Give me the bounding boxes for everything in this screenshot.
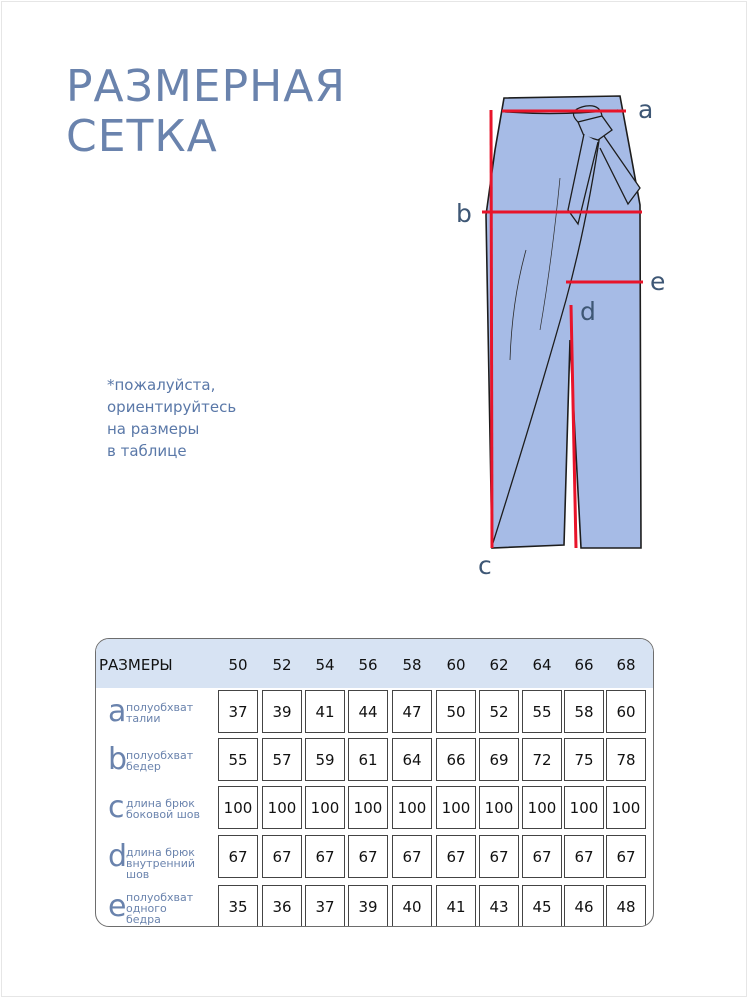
table-cell: 55 — [522, 690, 562, 733]
table-cell: 67 — [522, 835, 562, 878]
table-cell: 48 — [606, 885, 646, 927]
table-cell: 100 — [436, 786, 476, 829]
table-cell: 61 — [348, 738, 388, 781]
measure-label-e: e — [650, 267, 666, 296]
row-description-line: длина брюк — [126, 797, 195, 810]
row-description-line: талии — [126, 712, 161, 725]
table-cell: 35 — [218, 885, 258, 927]
size-header-68: 68 — [616, 656, 636, 674]
row-description-line: боковой шов — [126, 808, 201, 821]
table-cell: 67 — [218, 835, 258, 878]
row-letter: e — [108, 889, 127, 924]
table-cell: 44 — [348, 690, 388, 733]
table-cell: 69 — [479, 738, 519, 781]
note-line-1: *пожалуйста, — [107, 376, 216, 394]
measure-label-c: c — [478, 551, 492, 580]
measure-line-c — [491, 110, 492, 548]
table-cell: 67 — [348, 835, 388, 878]
table-cell: 55 — [218, 738, 258, 781]
size-header-60: 60 — [446, 656, 466, 674]
table-cell: 45 — [522, 885, 562, 927]
row-letter: b — [108, 742, 128, 777]
size-table — [95, 638, 654, 927]
table-cell: 60 — [606, 690, 646, 733]
row-label-b — [96, 737, 216, 785]
row-description-line: внутренний шов — [126, 857, 196, 881]
table-cell: 100 — [606, 786, 646, 829]
table-cell: 64 — [392, 738, 432, 781]
measure-label-d: d — [580, 297, 596, 326]
table-cell: 39 — [262, 690, 302, 733]
table-cell: 59 — [305, 738, 345, 781]
table-cell: 40 — [392, 885, 432, 927]
table-cell: 67 — [436, 835, 476, 878]
table-cell: 72 — [522, 738, 562, 781]
size-header-50: 50 — [228, 656, 248, 674]
table-cell: 50 — [436, 690, 476, 733]
table-cell: 78 — [606, 738, 646, 781]
table-cell: 67 — [305, 835, 345, 878]
page-title — [66, 62, 346, 162]
table-cell: 67 — [564, 835, 604, 878]
table-header — [96, 639, 653, 688]
table-cell: 100 — [262, 786, 302, 829]
note-line-2: ориентируйтесь — [107, 398, 237, 416]
table-cell: 43 — [479, 885, 519, 927]
table-cell: 100 — [218, 786, 258, 829]
table-cell: 100 — [479, 786, 519, 829]
title-line-2: СЕТКА — [66, 111, 218, 162]
table-cell: 67 — [392, 835, 432, 878]
size-header-64: 64 — [532, 656, 552, 674]
row-description — [126, 892, 193, 925]
size-header-54: 54 — [315, 656, 335, 674]
row-label-a — [96, 689, 216, 737]
row-letter: a — [108, 694, 127, 729]
table-cell: 36 — [262, 885, 302, 927]
table-cell: 100 — [392, 786, 432, 829]
table-cell: 39 — [348, 885, 388, 927]
row-label-e — [96, 884, 216, 927]
row-description — [126, 750, 193, 772]
table-cell: 67 — [479, 835, 519, 878]
table-cell: 37 — [218, 690, 258, 733]
table-cell: 41 — [305, 690, 345, 733]
table-cell: 57 — [262, 738, 302, 781]
size-note — [107, 374, 236, 462]
row-description-line: длина брюк — [126, 846, 195, 859]
table-cell: 66 — [436, 738, 476, 781]
row-letter: c — [108, 790, 125, 825]
table-cell: 41 — [436, 885, 476, 927]
table-cell: 47 — [392, 690, 432, 733]
table-cell: 100 — [348, 786, 388, 829]
row-description — [126, 847, 216, 880]
row-label-d — [96, 834, 216, 882]
table-cell: 52 — [479, 690, 519, 733]
size-header-52: 52 — [272, 656, 292, 674]
size-header-62: 62 — [489, 656, 509, 674]
size-header-66: 66 — [574, 656, 594, 674]
note-line-3: на размеры — [107, 420, 200, 438]
title-line-1: РАЗМЕРНАЯ — [66, 61, 346, 112]
table-cell: 100 — [564, 786, 604, 829]
trousers-diagram — [440, 82, 680, 582]
row-description-line: одного — [126, 902, 167, 915]
row-letter: d — [108, 839, 128, 874]
table-cell: 100 — [305, 786, 345, 829]
table-cell: 46 — [564, 885, 604, 927]
row-description — [126, 702, 193, 724]
row-label-c — [96, 785, 216, 833]
measure-label-b: b — [456, 199, 472, 228]
note-line-4: в таблице — [107, 442, 187, 460]
size-header-56: 56 — [358, 656, 378, 674]
row-description — [126, 798, 200, 820]
size-header-58: 58 — [402, 656, 422, 674]
measure-label-a: a — [638, 95, 654, 124]
row-description-line: полуобхват — [126, 749, 194, 762]
table-cell: 37 — [305, 885, 345, 927]
row-description-line: полуобхват — [126, 891, 194, 904]
row-description-line: полуобхват — [126, 701, 194, 714]
row-description-line: бедра — [126, 913, 161, 926]
table-cell: 75 — [564, 738, 604, 781]
row-description-line: бедер — [126, 760, 161, 773]
table-cell: 67 — [262, 835, 302, 878]
table-header-label: РАЗМЕРЫ — [99, 656, 173, 674]
table-cell: 100 — [522, 786, 562, 829]
table-cell: 67 — [606, 835, 646, 878]
table-cell: 58 — [564, 690, 604, 733]
